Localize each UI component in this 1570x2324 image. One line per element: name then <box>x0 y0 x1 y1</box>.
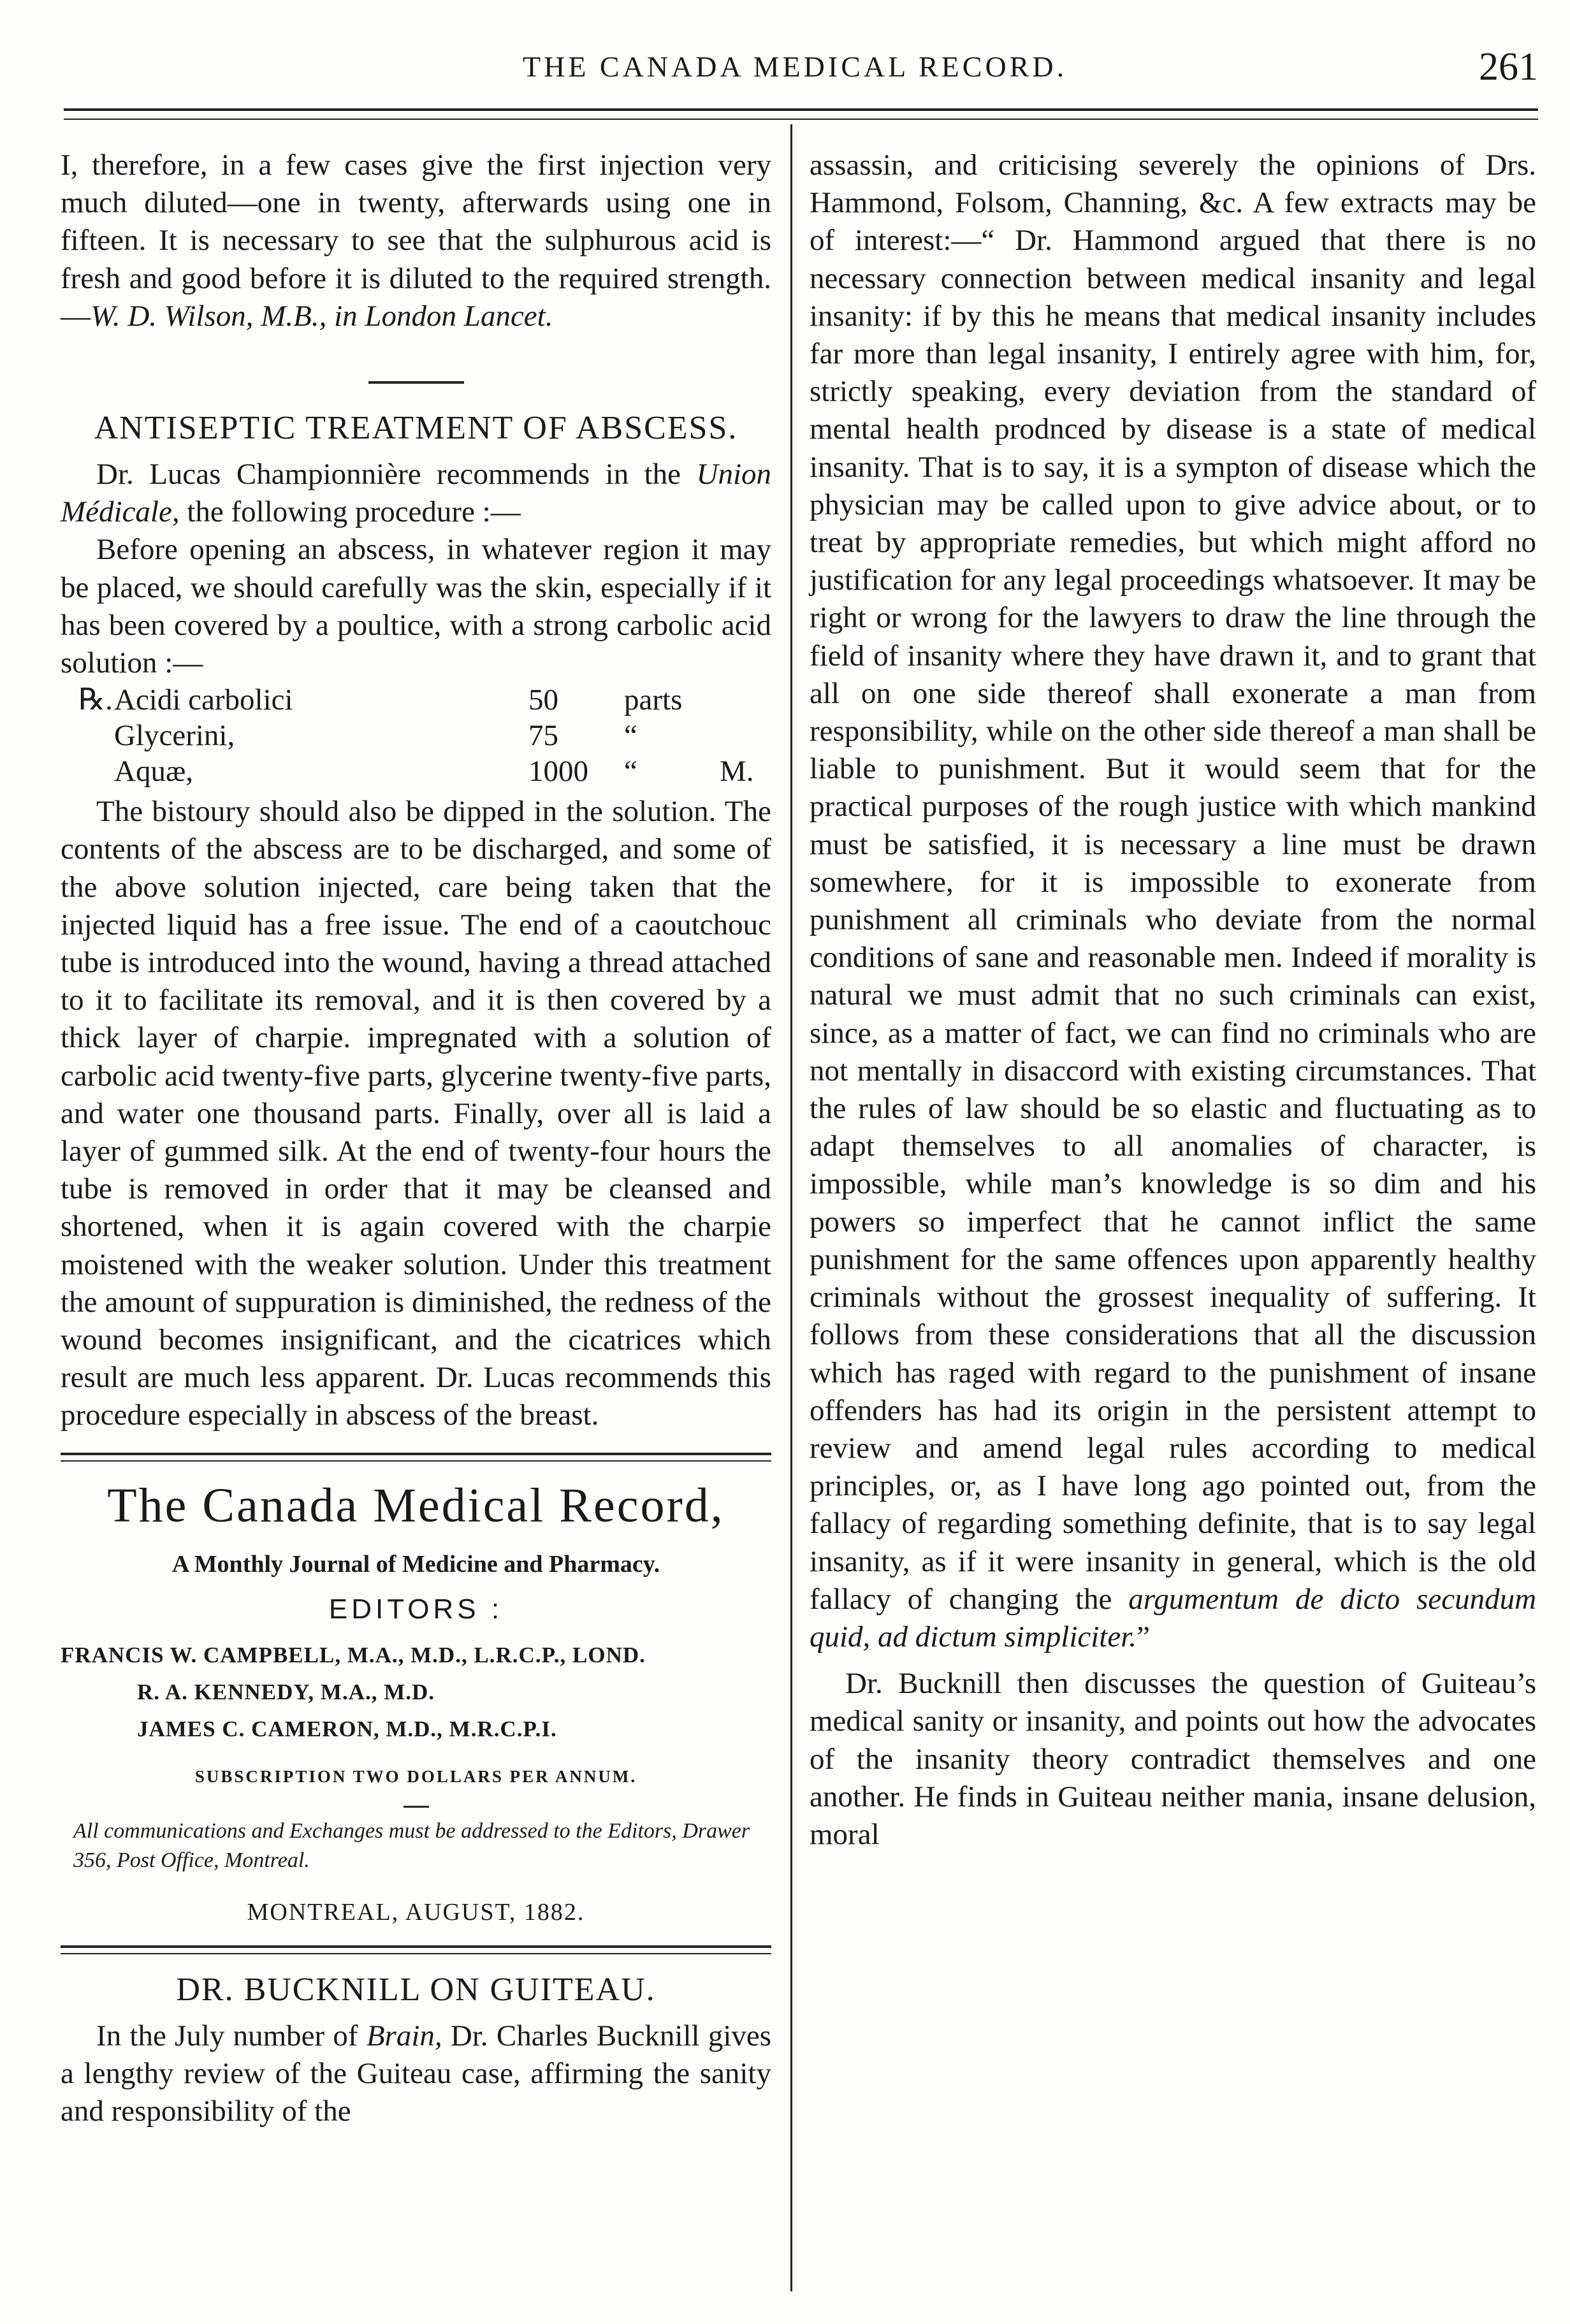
bucknill-discussion-paragraph: Dr. Bucknill then discusses the question of Guiteau’s medical sanity or insanity, and points out how the advocates of the insanity theory contradict themselves and one another. He finds in Guiteau neither mania, insane delusion, moral <box>810 1667 1536 1851</box>
rx-symbol <box>61 718 114 753</box>
prescription-row <box>61 718 771 753</box>
editor-name: JAMES C. CAMERON, M.D., M.R.C.P.I. <box>137 1716 557 1741</box>
rx-mark <box>720 718 771 753</box>
prescription-table <box>61 682 771 789</box>
masthead-bottom-rule <box>61 1945 771 1954</box>
rx-ingredient: Glycerini, <box>114 719 235 753</box>
rx-symbol: ℞. <box>78 683 113 717</box>
prescription-row <box>61 753 771 789</box>
paragraph-text: the following procedure :— <box>187 495 521 529</box>
header-rule-thin <box>64 119 1538 120</box>
rx-ingredient: Acidi carbolici <box>114 683 293 717</box>
rx-ingredient: Aquæ, <box>114 755 194 788</box>
running-title: THE CANADA MEDICAL RECORD. <box>523 50 1068 83</box>
running-head <box>0 45 1570 94</box>
header-rule <box>64 108 1538 111</box>
paragraph-text: assassin, and criticising severely the opinions of Drs. Hammond, Folsom, Channing, &c. A few extracts may be of interest:—“ Dr. Hammond argued that there is no necessary connection between medical insanity and legal insanity: if by this he means that medical insanity includes far more than legal insanity, I entirely agree with him, for, strictly speaking, every deviation from the standard of mental health prodnced by disease is a state of medical insanity. That is to say, it is a sympton of disease which the physician may be called upon to give advice about, or to treat by appropriate remedies, but which might afford no justification for any legal proceedings whatsoever. It may be right or wrong for the lawyers to draw the line through the field of insanity where they have drawn it, and to grant that all on one side thereof shall exonerate a man from responsibility, while on the other side thereof a man shall be liable to punishment. But it would seem that for the practical purposes of the rough justice with which mankind must be satisfied, it is necessary a line must be drawn somewhere, for it is impossible to exonerate from punishment all criminals who deviate from the normal conditions of sane and reasonable men. Indeed if morality is natural we must admit that no such criminals can exist, since, as a matter of fact, we can find no criminals who are not mentally in disaccord with existing circumstances. That the rules of law should be so elastic and fluctuating as to adapt themselves to all anomalies of character, is impossible, while man’s knowledge is so dim and his powers so imperfect that he cannot inflict the same punishment for the same offences upon apparently healthy criminals without the grossest inequality of suffering. It follows from these considerations that all the discussion which has raged with regard to the punishment of insane offenders has had its origin in the persistent attempt to review and amend legal rules according to medical principles, or, as I have long ago pointed out, from the fallacy of regarding something definite, that is to say legal insanity, as if it were insanity in general, which is the old fallacy of changing the <box>810 149 1536 1616</box>
championniere-paragraph <box>61 456 771 531</box>
prescription-row <box>61 682 771 718</box>
latin-phrase: argumentum de dicto secundum quid, ad dictum simpliciter. <box>810 1582 1537 1653</box>
masthead-top-rule <box>61 1453 771 1462</box>
page-number: 261 <box>1479 45 1538 89</box>
rx-mark: M. <box>720 755 754 788</box>
paragraph-text: I, therefore, in a few cases give the first injection very much diluted—one in twenty, afterwards using one in fifteen. It is necessary to see that the sulphurous acid is fresh and good before it is diluted to the required strength.— <box>61 149 771 333</box>
rx-mark <box>720 682 771 718</box>
procedure-paragraph: Before opening an abscess, in whatever region it may be placed, we should carefully was the skin, especially if it has been covered by a poultice, with a strong carbolic acid solution :— <box>61 533 771 680</box>
left-column <box>61 147 771 2130</box>
notice-rule <box>403 1806 429 1808</box>
rx-symbol <box>61 753 114 789</box>
paragraph-text: Dr. Lucas Championnière recommends in the <box>96 458 681 491</box>
closing-quote: ” <box>1137 1620 1150 1653</box>
masthead-title: The Canada Medical Record, <box>107 1478 725 1532</box>
column-divider <box>790 124 792 2291</box>
bucknill-heading: DR. BUCKNILL ON GUITEAU. <box>176 1971 656 2008</box>
paragraph-text: Dr. Charles Bucknill gives a lengthy review of the Guiteau case, affirming the sanity and responsibility of the <box>61 2019 772 2128</box>
rx-quantity: 75 <box>528 719 558 753</box>
masthead-subtitle: A Monthly Journal of Medicine and Pharmacy. <box>171 1550 660 1578</box>
bucknill-intro-paragraph <box>61 2017 771 2131</box>
sulphurous-acid-paragraph <box>61 147 771 335</box>
paragraph-text: In the July number of <box>96 2019 358 2052</box>
journal-name: Brain, <box>366 2019 442 2052</box>
dateline: MONTREAL, AUGUST, 1882. <box>247 1898 585 1926</box>
editors-label: EDITORS : <box>328 1593 504 1625</box>
editor-name: R. A. KENNEDY, M.A., M.D. <box>137 1679 435 1704</box>
bistoury-paragraph: The bistoury should also be dipped in the solution. The contents of the abscess are to be discharged, and some of the above solution injected, care being taken that the injected liquid has a free issue. The end of a caoutchouc tube is introduced into the wound, having a thread attached to it to facilitate its removal, and it is then covered by a thick layer of charpie. impregnated with a solution of carbolic acid twenty-five parts, glycerine twenty-five parts, and water one thousand parts. Finally, over all is laid a layer of gummed silk. At the end of twenty-four hours the tube is removed in order that it may be cleansed and shortened, when it is again covered with the charpie moistened with the weaker solution. Under this treatment the amount of suppuration is diminished, the redness of the wound becomes insignificant, and the cicatrices which result are much less apparent. Dr. Lucas recommends this procedure especially in abscess of the breast. <box>61 795 771 1432</box>
subscription-notice: SUBSCRIPTION TWO DOLLARS PER ANNUM. <box>194 1766 637 1786</box>
address-notice: All communications and Exchanges must be addressed to the Editors, Drawer 356, Post Office, Montreal. <box>73 1819 750 1872</box>
rx-quantity: 1000 <box>528 755 588 788</box>
section-rule <box>368 381 464 384</box>
rx-unit: “ <box>624 755 637 788</box>
abscess-heading: ANTISEPTIC TREATMENT OF ABSCESS. <box>94 410 738 447</box>
journal-name: Union Médicale, <box>61 458 771 529</box>
right-column <box>810 147 1536 1854</box>
editor-name: FRANCIS W. CAMPBELL, M.A., M.D., L.R.C.P., LOND. <box>61 1642 646 1667</box>
rx-unit: “ <box>624 719 637 753</box>
rx-quantity: 50 <box>528 683 558 717</box>
attribution: W. D. Wilson, M.B., in London Lancet. <box>91 299 553 333</box>
rx-unit: parts <box>624 683 683 717</box>
hammond-quotation-paragraph <box>810 147 1536 1656</box>
